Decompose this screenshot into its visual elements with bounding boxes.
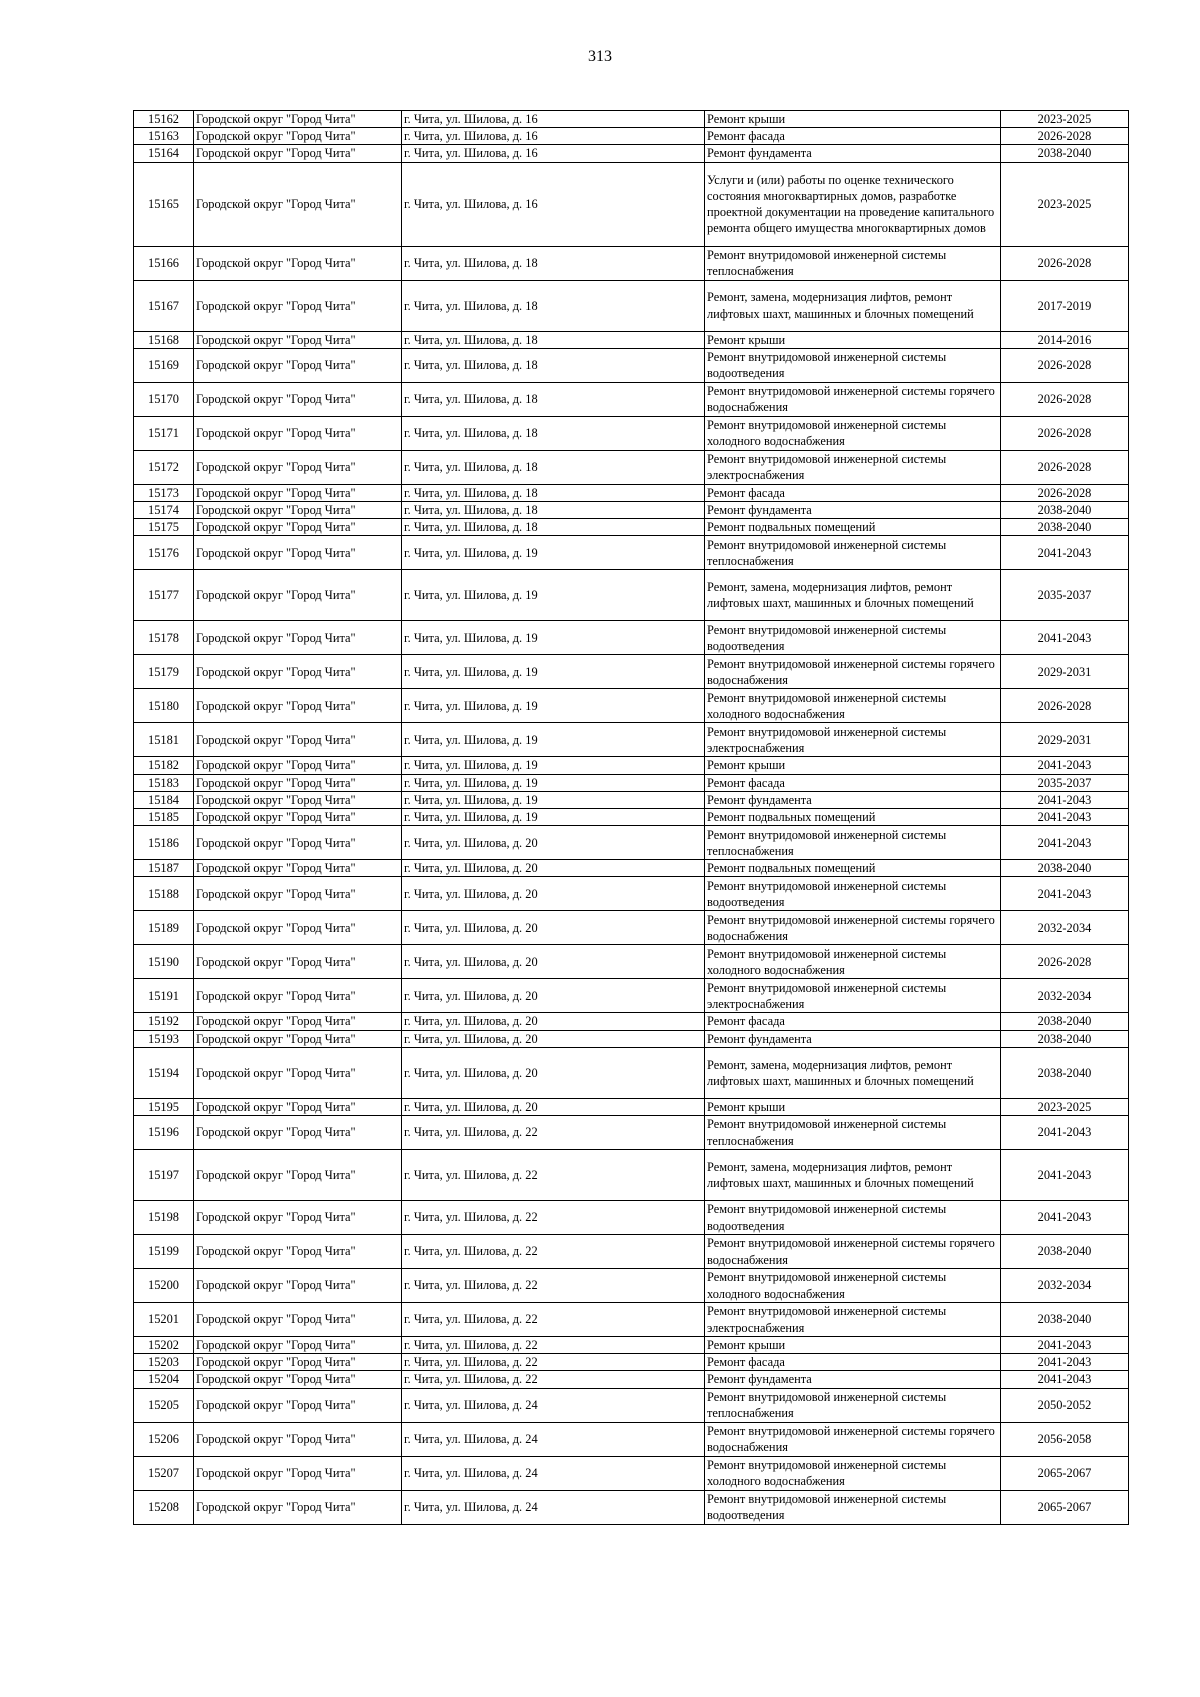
row-number-cell: 15175 xyxy=(134,519,194,536)
municipality-cell: Городской округ "Город Чита" xyxy=(194,1337,402,1354)
address-cell: г. Чита, ул. Шилова, д. 20 xyxy=(402,911,705,945)
municipality-cell: Городской округ "Город Чита" xyxy=(194,280,402,331)
period-cell: 2026-2028 xyxy=(1001,945,1129,979)
municipality-cell: Городской округ "Город Чита" xyxy=(194,1047,402,1098)
address-cell: г. Чита, ул. Шилова, д. 19 xyxy=(402,809,705,826)
address-cell: г. Чита, ул. Шилова, д. 24 xyxy=(402,1388,705,1422)
table-row xyxy=(134,723,1129,757)
work-type-cell: Ремонт внутридомовой инженерной системы теплоснабжения xyxy=(705,246,1001,280)
table-row xyxy=(134,911,1129,945)
work-type-cell: Ремонт, замена, модернизация лифтов, ремонт лифтовых шахт, машинных и блочных помещений xyxy=(705,1047,1001,1098)
table-row xyxy=(134,1303,1129,1337)
table-row xyxy=(134,450,1129,484)
address-cell: г. Чита, ул. Шилова, д. 22 xyxy=(402,1150,705,1201)
municipality-cell: Городской округ "Город Чита" xyxy=(194,655,402,689)
municipality-cell: Городской округ "Город Чита" xyxy=(194,1388,402,1422)
work-type-cell: Ремонт крыши xyxy=(705,111,1001,128)
address-cell: г. Чита, ул. Шилова, д. 24 xyxy=(402,1422,705,1456)
address-cell: г. Чита, ул. Шилова, д. 20 xyxy=(402,945,705,979)
row-number-cell: 15203 xyxy=(134,1354,194,1371)
row-number-cell: 15163 xyxy=(134,128,194,145)
period-cell: 2041-2043 xyxy=(1001,791,1129,808)
row-number-cell: 15200 xyxy=(134,1269,194,1303)
work-type-cell: Ремонт внутридомовой инженерной системы водоотведения xyxy=(705,621,1001,655)
table-row xyxy=(134,1354,1129,1371)
municipality-cell: Городской округ "Город Чита" xyxy=(194,757,402,774)
address-cell: г. Чита, ул. Шилова, д. 20 xyxy=(402,1030,705,1047)
table-row xyxy=(134,519,1129,536)
period-cell: 2065-2067 xyxy=(1001,1490,1129,1524)
municipality-cell: Городской округ "Город Чита" xyxy=(194,484,402,501)
row-number-cell: 15194 xyxy=(134,1047,194,1098)
table-row xyxy=(134,280,1129,331)
municipality-cell: Городской округ "Город Чита" xyxy=(194,450,402,484)
work-type-cell: Ремонт внутридомовой инженерной системы электроснабжения xyxy=(705,450,1001,484)
work-type-cell: Ремонт фасада xyxy=(705,484,1001,501)
address-cell: г. Чита, ул. Шилова, д. 18 xyxy=(402,502,705,519)
row-number-cell: 15204 xyxy=(134,1371,194,1388)
work-type-cell: Ремонт внутридомовой инженерной системы горячего водоснабжения xyxy=(705,655,1001,689)
table-row xyxy=(134,945,1129,979)
table-row xyxy=(134,809,1129,826)
table-row xyxy=(134,111,1129,128)
address-cell: г. Чита, ул. Шилова, д. 18 xyxy=(402,331,705,348)
row-number-cell: 15178 xyxy=(134,621,194,655)
period-cell: 2041-2043 xyxy=(1001,809,1129,826)
table-row xyxy=(134,774,1129,791)
table-row xyxy=(134,484,1129,501)
work-type-cell: Ремонт крыши xyxy=(705,757,1001,774)
row-number-cell: 15177 xyxy=(134,570,194,621)
row-number-cell: 15176 xyxy=(134,536,194,570)
row-number-cell: 15187 xyxy=(134,860,194,877)
work-type-cell: Ремонт внутридомовой инженерной системы теплоснабжения xyxy=(705,536,1001,570)
municipality-cell: Городской округ "Город Чита" xyxy=(194,791,402,808)
address-cell: г. Чита, ул. Шилова, д. 18 xyxy=(402,519,705,536)
address-cell: г. Чита, ул. Шилова, д. 20 xyxy=(402,1013,705,1030)
work-type-cell: Ремонт фундамента xyxy=(705,502,1001,519)
period-cell: 2038-2040 xyxy=(1001,1235,1129,1269)
address-cell: г. Чита, ул. Шилова, д. 22 xyxy=(402,1354,705,1371)
work-type-cell: Ремонт внутридомовой инженерной системы электроснабжения xyxy=(705,1303,1001,1337)
address-cell: г. Чита, ул. Шилова, д. 19 xyxy=(402,689,705,723)
row-number-cell: 15207 xyxy=(134,1456,194,1490)
work-type-cell: Ремонт внутридомовой инженерной системы холодного водоснабжения xyxy=(705,1269,1001,1303)
work-type-cell: Ремонт внутридомовой инженерной системы водоотведения xyxy=(705,1201,1001,1235)
work-type-cell: Ремонт, замена, модернизация лифтов, ремонт лифтовых шахт, машинных и блочных помещений xyxy=(705,570,1001,621)
address-cell: г. Чита, ул. Шилова, д. 24 xyxy=(402,1490,705,1524)
period-cell: 2041-2043 xyxy=(1001,1150,1129,1201)
municipality-cell: Городской округ "Город Чита" xyxy=(194,1030,402,1047)
table-row xyxy=(134,1116,1129,1150)
row-number-cell: 15196 xyxy=(134,1116,194,1150)
period-cell: 2050-2052 xyxy=(1001,1388,1129,1422)
work-type-cell: Ремонт подвальных помещений xyxy=(705,519,1001,536)
work-type-cell: Ремонт внутридомовой инженерной системы электроснабжения xyxy=(705,979,1001,1013)
municipality-cell: Городской округ "Город Чита" xyxy=(194,162,402,246)
table-row xyxy=(134,1269,1129,1303)
address-cell: г. Чита, ул. Шилова, д. 18 xyxy=(402,382,705,416)
work-type-cell: Ремонт фасада xyxy=(705,128,1001,145)
row-number-cell: 15199 xyxy=(134,1235,194,1269)
address-cell: г. Чита, ул. Шилова, д. 22 xyxy=(402,1303,705,1337)
row-number-cell: 15170 xyxy=(134,382,194,416)
municipality-cell: Городской округ "Город Чита" xyxy=(194,502,402,519)
row-number-cell: 15189 xyxy=(134,911,194,945)
work-type-cell: Ремонт фундамента xyxy=(705,1030,1001,1047)
municipality-cell: Городской округ "Город Чита" xyxy=(194,111,402,128)
municipality-cell: Городской округ "Город Чита" xyxy=(194,1456,402,1490)
row-number-cell: 15191 xyxy=(134,979,194,1013)
table-row xyxy=(134,860,1129,877)
row-number-cell: 15185 xyxy=(134,809,194,826)
work-type-cell: Ремонт фасада xyxy=(705,1013,1001,1030)
period-cell: 2056-2058 xyxy=(1001,1422,1129,1456)
address-cell: г. Чита, ул. Шилова, д. 22 xyxy=(402,1337,705,1354)
municipality-cell: Городской округ "Город Чита" xyxy=(194,809,402,826)
address-cell: г. Чита, ул. Шилова, д. 19 xyxy=(402,774,705,791)
period-cell: 2038-2040 xyxy=(1001,1013,1129,1030)
period-cell: 2041-2043 xyxy=(1001,757,1129,774)
municipality-cell: Городской округ "Город Чита" xyxy=(194,945,402,979)
row-number-cell: 15183 xyxy=(134,774,194,791)
period-cell: 2023-2025 xyxy=(1001,162,1129,246)
work-type-cell: Ремонт внутридомовой инженерной системы горячего водоснабжения xyxy=(705,382,1001,416)
period-cell: 2038-2040 xyxy=(1001,1030,1129,1047)
work-type-cell: Ремонт внутридомовой инженерной системы горячего водоснабжения xyxy=(705,1422,1001,1456)
table-row xyxy=(134,655,1129,689)
table-row xyxy=(134,1371,1129,1388)
row-number-cell: 15184 xyxy=(134,791,194,808)
address-cell: г. Чита, ул. Шилова, д. 18 xyxy=(402,348,705,382)
period-cell: 2035-2037 xyxy=(1001,774,1129,791)
row-number-cell: 15167 xyxy=(134,280,194,331)
row-number-cell: 15195 xyxy=(134,1098,194,1115)
work-type-cell: Услуги и (или) работы по оценке технического состояния многоквартирных домов, разработке проектной документации на проведение капитального ремонта общего имущества многоквартирных домов xyxy=(705,162,1001,246)
row-number-cell: 15166 xyxy=(134,246,194,280)
row-number-cell: 15190 xyxy=(134,945,194,979)
table-row xyxy=(134,621,1129,655)
municipality-cell: Городской округ "Город Чита" xyxy=(194,1201,402,1235)
row-number-cell: 15198 xyxy=(134,1201,194,1235)
address-cell: г. Чита, ул. Шилова, д. 20 xyxy=(402,877,705,911)
period-cell: 2041-2043 xyxy=(1001,1371,1129,1388)
municipality-cell: Городской округ "Город Чита" xyxy=(194,723,402,757)
address-cell: г. Чита, ул. Шилова, д. 18 xyxy=(402,416,705,450)
period-cell: 2038-2040 xyxy=(1001,519,1129,536)
period-cell: 2032-2034 xyxy=(1001,911,1129,945)
period-cell: 2041-2043 xyxy=(1001,877,1129,911)
municipality-cell: Городской округ "Город Чита" xyxy=(194,860,402,877)
address-cell: г. Чита, ул. Шилова, д. 16 xyxy=(402,111,705,128)
municipality-cell: Городской округ "Город Чита" xyxy=(194,911,402,945)
row-number-cell: 15197 xyxy=(134,1150,194,1201)
table-row xyxy=(134,1201,1129,1235)
address-cell: г. Чита, ул. Шилова, д. 20 xyxy=(402,979,705,1013)
work-type-cell: Ремонт фасада xyxy=(705,774,1001,791)
municipality-cell: Городской округ "Город Чита" xyxy=(194,536,402,570)
address-cell: г. Чита, ул. Шилова, д. 18 xyxy=(402,484,705,501)
work-type-cell: Ремонт фундамента xyxy=(705,145,1001,162)
row-number-cell: 15179 xyxy=(134,655,194,689)
period-cell: 2041-2043 xyxy=(1001,826,1129,860)
period-cell: 2032-2034 xyxy=(1001,1269,1129,1303)
work-type-cell: Ремонт внутридомовой инженерной системы холодного водоснабжения xyxy=(705,945,1001,979)
row-number-cell: 15164 xyxy=(134,145,194,162)
municipality-cell: Городской округ "Город Чита" xyxy=(194,621,402,655)
table-row xyxy=(134,145,1129,162)
address-cell: г. Чита, ул. Шилова, д. 19 xyxy=(402,723,705,757)
table-row xyxy=(134,1150,1129,1201)
period-cell: 2041-2043 xyxy=(1001,1354,1129,1371)
period-cell: 2041-2043 xyxy=(1001,536,1129,570)
work-type-cell: Ремонт внутридомовой инженерной системы теплоснабжения xyxy=(705,826,1001,860)
table-row xyxy=(134,1388,1129,1422)
municipality-cell: Городской округ "Город Чита" xyxy=(194,519,402,536)
table-row xyxy=(134,1422,1129,1456)
address-cell: г. Чита, ул. Шилова, д. 22 xyxy=(402,1116,705,1150)
municipality-cell: Городской округ "Город Чита" xyxy=(194,1235,402,1269)
work-type-cell: Ремонт крыши xyxy=(705,1098,1001,1115)
row-number-cell: 15186 xyxy=(134,826,194,860)
row-number-cell: 15180 xyxy=(134,689,194,723)
municipality-cell: Городской округ "Город Чита" xyxy=(194,1150,402,1201)
table-row xyxy=(134,331,1129,348)
table-row xyxy=(134,570,1129,621)
table-row xyxy=(134,1098,1129,1115)
municipality-cell: Городской округ "Город Чита" xyxy=(194,689,402,723)
row-number-cell: 15205 xyxy=(134,1388,194,1422)
table-row xyxy=(134,382,1129,416)
period-cell: 2023-2025 xyxy=(1001,111,1129,128)
table-row xyxy=(134,1456,1129,1490)
row-number-cell: 15172 xyxy=(134,450,194,484)
work-type-cell: Ремонт подвальных помещений xyxy=(705,860,1001,877)
work-type-cell: Ремонт подвальных помещений xyxy=(705,809,1001,826)
period-cell: 2038-2040 xyxy=(1001,502,1129,519)
address-cell: г. Чита, ул. Шилова, д. 20 xyxy=(402,826,705,860)
row-number-cell: 15202 xyxy=(134,1337,194,1354)
address-cell: г. Чита, ул. Шилова, д. 19 xyxy=(402,655,705,689)
period-cell: 2026-2028 xyxy=(1001,450,1129,484)
work-type-cell: Ремонт крыши xyxy=(705,1337,1001,1354)
address-cell: г. Чита, ул. Шилова, д. 19 xyxy=(402,570,705,621)
table-row xyxy=(134,1337,1129,1354)
period-cell: 2026-2028 xyxy=(1001,348,1129,382)
period-cell: 2065-2067 xyxy=(1001,1456,1129,1490)
address-cell: г. Чита, ул. Шилова, д. 19 xyxy=(402,621,705,655)
work-type-cell: Ремонт фундамента xyxy=(705,791,1001,808)
work-type-cell: Ремонт внутридомовой инженерной системы холодного водоснабжения xyxy=(705,689,1001,723)
table-row xyxy=(134,1235,1129,1269)
municipality-cell: Городской округ "Город Чита" xyxy=(194,1422,402,1456)
municipality-cell: Городской округ "Город Чита" xyxy=(194,826,402,860)
repair-schedule-table xyxy=(133,110,1129,1525)
municipality-cell: Городской округ "Город Чита" xyxy=(194,348,402,382)
address-cell: г. Чита, ул. Шилова, д. 16 xyxy=(402,145,705,162)
period-cell: 2014-2016 xyxy=(1001,331,1129,348)
municipality-cell: Городской округ "Город Чита" xyxy=(194,246,402,280)
row-number-cell: 15171 xyxy=(134,416,194,450)
work-type-cell: Ремонт внутридомовой инженерной системы теплоснабжения xyxy=(705,1388,1001,1422)
municipality-cell: Городской округ "Город Чита" xyxy=(194,570,402,621)
municipality-cell: Городской округ "Город Чита" xyxy=(194,331,402,348)
table-row xyxy=(134,689,1129,723)
work-type-cell: Ремонт, замена, модернизация лифтов, ремонт лифтовых шахт, машинных и блочных помещений xyxy=(705,280,1001,331)
municipality-cell: Городской округ "Город Чита" xyxy=(194,774,402,791)
table-row xyxy=(134,502,1129,519)
row-number-cell: 15206 xyxy=(134,1422,194,1456)
municipality-cell: Городской округ "Город Чита" xyxy=(194,1269,402,1303)
address-cell: г. Чита, ул. Шилова, д. 20 xyxy=(402,1047,705,1098)
address-cell: г. Чита, ул. Шилова, д. 18 xyxy=(402,246,705,280)
period-cell: 2041-2043 xyxy=(1001,1116,1129,1150)
period-cell: 2026-2028 xyxy=(1001,246,1129,280)
row-number-cell: 15193 xyxy=(134,1030,194,1047)
municipality-cell: Городской округ "Город Чита" xyxy=(194,1303,402,1337)
municipality-cell: Городской округ "Город Чита" xyxy=(194,1116,402,1150)
address-cell: г. Чита, ул. Шилова, д. 16 xyxy=(402,128,705,145)
work-type-cell: Ремонт внутридомовой инженерной системы водоотведения xyxy=(705,877,1001,911)
table-body xyxy=(134,111,1129,1525)
table-row xyxy=(134,1047,1129,1098)
work-type-cell: Ремонт внутридомовой инженерной системы теплоснабжения xyxy=(705,1116,1001,1150)
period-cell: 2038-2040 xyxy=(1001,860,1129,877)
row-number-cell: 15181 xyxy=(134,723,194,757)
table-row xyxy=(134,757,1129,774)
work-type-cell: Ремонт внутридомовой инженерной системы электроснабжения xyxy=(705,723,1001,757)
row-number-cell: 15169 xyxy=(134,348,194,382)
work-type-cell: Ремонт, замена, модернизация лифтов, ремонт лифтовых шахт, машинных и блочных помещений xyxy=(705,1150,1001,1201)
period-cell: 2041-2043 xyxy=(1001,621,1129,655)
period-cell: 2029-2031 xyxy=(1001,723,1129,757)
row-number-cell: 15162 xyxy=(134,111,194,128)
municipality-cell: Городской округ "Город Чита" xyxy=(194,382,402,416)
table-row xyxy=(134,536,1129,570)
table-row xyxy=(134,162,1129,246)
municipality-cell: Городской округ "Город Чита" xyxy=(194,877,402,911)
municipality-cell: Городской округ "Город Чита" xyxy=(194,416,402,450)
address-cell: г. Чита, ул. Шилова, д. 19 xyxy=(402,757,705,774)
period-cell: 2041-2043 xyxy=(1001,1201,1129,1235)
period-cell: 2026-2028 xyxy=(1001,689,1129,723)
period-cell: 2038-2040 xyxy=(1001,1047,1129,1098)
municipality-cell: Городской округ "Город Чита" xyxy=(194,1371,402,1388)
row-number-cell: 15165 xyxy=(134,162,194,246)
work-type-cell: Ремонт крыши xyxy=(705,331,1001,348)
table-row xyxy=(134,1013,1129,1030)
period-cell: 2038-2040 xyxy=(1001,145,1129,162)
period-cell: 2032-2034 xyxy=(1001,979,1129,1013)
municipality-cell: Городской округ "Город Чита" xyxy=(194,128,402,145)
address-cell: г. Чита, ул. Шилова, д. 20 xyxy=(402,1098,705,1115)
period-cell: 2017-2019 xyxy=(1001,280,1129,331)
work-type-cell: Ремонт внутридомовой инженерной системы холодного водоснабжения xyxy=(705,1456,1001,1490)
row-number-cell: 15174 xyxy=(134,502,194,519)
period-cell: 2029-2031 xyxy=(1001,655,1129,689)
address-cell: г. Чита, ул. Шилова, д. 16 xyxy=(402,162,705,246)
address-cell: г. Чита, ул. Шилова, д. 24 xyxy=(402,1456,705,1490)
table-row xyxy=(134,416,1129,450)
row-number-cell: 15201 xyxy=(134,1303,194,1337)
municipality-cell: Городской округ "Город Чита" xyxy=(194,1098,402,1115)
period-cell: 2026-2028 xyxy=(1001,382,1129,416)
page-number: 313 xyxy=(588,48,612,65)
address-cell: г. Чита, ул. Шилова, д. 19 xyxy=(402,791,705,808)
period-cell: 2023-2025 xyxy=(1001,1098,1129,1115)
row-number-cell: 15192 xyxy=(134,1013,194,1030)
work-type-cell: Ремонт фасада xyxy=(705,1354,1001,1371)
table-row xyxy=(134,1490,1129,1524)
period-cell: 2035-2037 xyxy=(1001,570,1129,621)
municipality-cell: Городской округ "Город Чита" xyxy=(194,1354,402,1371)
table-row xyxy=(134,791,1129,808)
work-type-cell: Ремонт внутридомовой инженерной системы горячего водоснабжения xyxy=(705,911,1001,945)
work-type-cell: Ремонт внутридомовой инженерной системы водоотведения xyxy=(705,1490,1001,1524)
municipality-cell: Городской округ "Город Чита" xyxy=(194,979,402,1013)
row-number-cell: 15188 xyxy=(134,877,194,911)
row-number-cell: 15208 xyxy=(134,1490,194,1524)
address-cell: г. Чита, ул. Шилова, д. 18 xyxy=(402,280,705,331)
row-number-cell: 15173 xyxy=(134,484,194,501)
period-cell: 2038-2040 xyxy=(1001,1303,1129,1337)
table-row xyxy=(134,877,1129,911)
municipality-cell: Городской округ "Город Чита" xyxy=(194,145,402,162)
address-cell: г. Чита, ул. Шилова, д. 20 xyxy=(402,860,705,877)
period-cell: 2026-2028 xyxy=(1001,416,1129,450)
table-row xyxy=(134,1030,1129,1047)
address-cell: г. Чита, ул. Шилова, д. 19 xyxy=(402,536,705,570)
period-cell: 2026-2028 xyxy=(1001,484,1129,501)
table-row xyxy=(134,826,1129,860)
row-number-cell: 15182 xyxy=(134,757,194,774)
municipality-cell: Городской округ "Город Чита" xyxy=(194,1490,402,1524)
work-type-cell: Ремонт фундамента xyxy=(705,1371,1001,1388)
period-cell: 2041-2043 xyxy=(1001,1337,1129,1354)
table-row xyxy=(134,979,1129,1013)
address-cell: г. Чита, ул. Шилова, д. 18 xyxy=(402,450,705,484)
row-number-cell: 15168 xyxy=(134,331,194,348)
address-cell: г. Чита, ул. Шилова, д. 22 xyxy=(402,1269,705,1303)
work-type-cell: Ремонт внутридомовой инженерной системы водоотведения xyxy=(705,348,1001,382)
address-cell: г. Чита, ул. Шилова, д. 22 xyxy=(402,1371,705,1388)
table-row xyxy=(134,246,1129,280)
municipality-cell: Городской округ "Город Чита" xyxy=(194,1013,402,1030)
table-row xyxy=(134,128,1129,145)
period-cell: 2026-2028 xyxy=(1001,128,1129,145)
address-cell: г. Чита, ул. Шилова, д. 22 xyxy=(402,1235,705,1269)
work-type-cell: Ремонт внутридомовой инженерной системы горячего водоснабжения xyxy=(705,1235,1001,1269)
work-type-cell: Ремонт внутридомовой инженерной системы холодного водоснабжения xyxy=(705,416,1001,450)
address-cell: г. Чита, ул. Шилова, д. 22 xyxy=(402,1201,705,1235)
table-row xyxy=(134,348,1129,382)
